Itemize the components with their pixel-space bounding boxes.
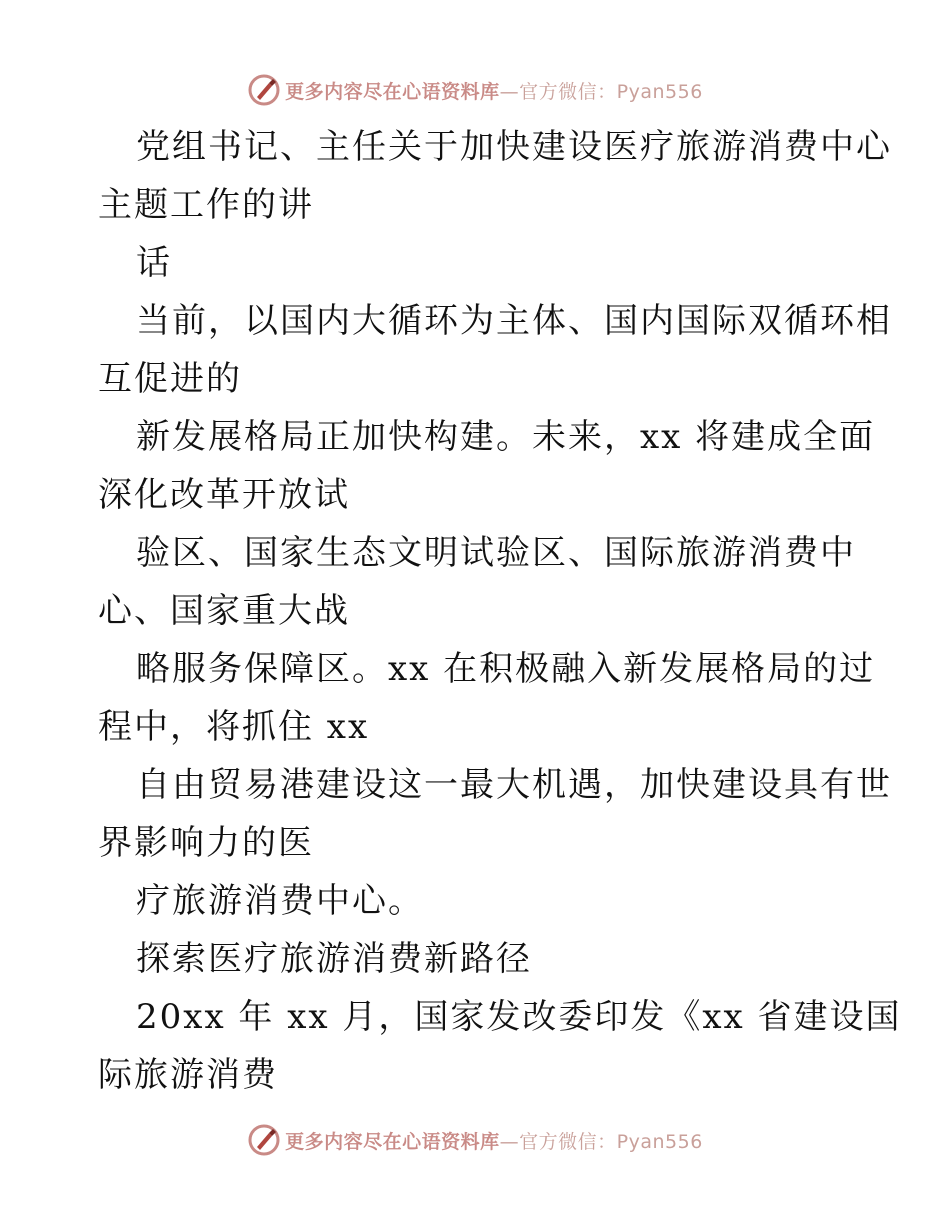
pen-logo-icon: [247, 1123, 281, 1157]
body-line: 验区、国家生态文明试验区、国际旅游消费中: [136, 533, 856, 573]
body-line: 当前，以国内大循环为主体、国内国际双循环相: [136, 301, 892, 341]
body-line: 心、国家重大战: [98, 591, 350, 631]
pen-logo-icon: [247, 73, 281, 107]
body-line: 新发展格局正加快构建。未来，xx 将建成全面: [136, 417, 876, 457]
footer-text: [285, 1127, 703, 1154]
body-line: 自由贸易港建设这一最大机遇，加快建设具有世: [136, 765, 892, 805]
footer-dash: —: [499, 1130, 520, 1153]
header-brand: 更多内容尽在心语资料库: [285, 80, 500, 103]
body-line: 主题工作的讲: [98, 185, 314, 225]
header-wechat: 官方微信：Pyan556: [519, 80, 703, 103]
document-body: [98, 118, 902, 1104]
header-dash: —: [499, 80, 520, 103]
footer-banner: [0, 1120, 950, 1160]
body-line: 程中，将抓住 xx: [98, 707, 370, 747]
header-banner: [0, 70, 950, 110]
body-line: 界影响力的医: [98, 823, 314, 863]
body-line: 略服务保障区。xx 在积极融入新发展格局的过: [136, 649, 876, 689]
footer-wechat: 官方微信：Pyan556: [519, 1130, 703, 1153]
body-line: 互促进的: [98, 359, 242, 399]
footer-brand: 更多内容尽在心语资料库: [285, 1130, 500, 1153]
body-line: 际旅游消费: [98, 1055, 278, 1095]
body-line: 20xx 年 xx 月，国家发改委印发《xx 省建设国: [136, 997, 902, 1037]
section-heading: 探索医疗旅游消费新路径: [136, 939, 532, 979]
body-line: 话: [136, 243, 172, 283]
body-line: 党组书记、主任关于加快建设医疗旅游消费中心: [136, 127, 892, 167]
body-line: 深化改革开放试: [98, 475, 350, 515]
body-line: 疗旅游消费中心。: [136, 881, 424, 921]
header-text: [285, 77, 703, 104]
